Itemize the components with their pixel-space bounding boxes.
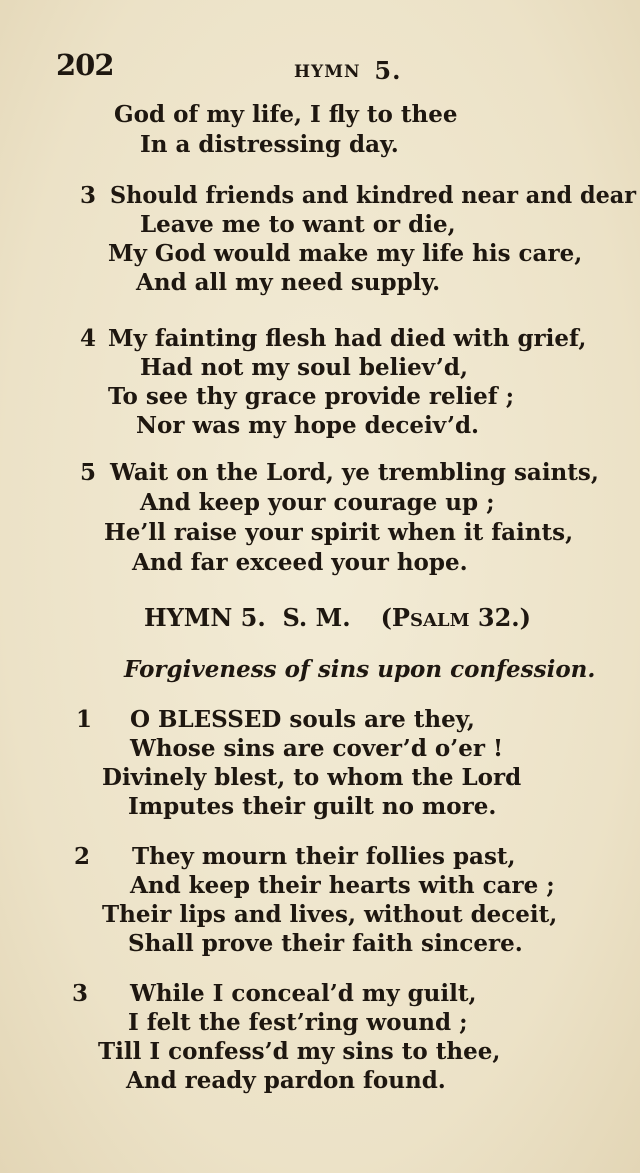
verse-line: Whose sins are cover’d o’er ! bbox=[130, 735, 504, 762]
verse-line: And keep your courage up ; bbox=[140, 489, 495, 516]
verse-line: Wait on the Lord, ye trembling saints, bbox=[110, 459, 599, 486]
running-head bbox=[294, 54, 401, 83]
stanza-number: 4 bbox=[80, 325, 97, 352]
verse-line: While I conceal’d my guilt, bbox=[130, 980, 477, 1007]
running-head-number: 5. bbox=[374, 56, 402, 85]
verse-line: O BLESSED souls are they, bbox=[130, 706, 475, 733]
verse-line: And ready pardon found. bbox=[126, 1067, 446, 1094]
verse-line: And keep their hearts with care ; bbox=[130, 872, 555, 899]
verse-line: Imputes their guilt no more. bbox=[128, 793, 497, 820]
verse-line: And all my need supply. bbox=[136, 269, 441, 296]
running-head-word: HYMN bbox=[294, 62, 361, 82]
verse-line: Divinely blest, to whom the Lord bbox=[102, 764, 522, 791]
verse-line: Should friends and kindred near and dear bbox=[110, 182, 637, 209]
stanza-number: 3 bbox=[72, 980, 89, 1007]
verse-line: Nor was my hope deceiv’d. bbox=[136, 412, 480, 439]
hymn-number: HYMN 5. bbox=[144, 603, 266, 632]
verse-line: My God would make my life his care, bbox=[108, 240, 583, 267]
verse-line: In a distressing day. bbox=[140, 131, 399, 158]
hymn-meter: S. M. bbox=[282, 603, 351, 632]
page-number: 202 bbox=[56, 48, 114, 82]
verse-line: Had not my soul believ’d, bbox=[140, 354, 469, 381]
verse-line: To see thy grace provide relief ; bbox=[108, 383, 515, 410]
hymn-subtitle: Forgiveness of sins upon confession. bbox=[124, 656, 596, 683]
page-header bbox=[0, 44, 640, 84]
verse-line: Till I confess’d my sins to thee, bbox=[98, 1038, 501, 1065]
stanza-number: 5 bbox=[80, 459, 97, 486]
verse-line: My fainting flesh had died with grief, bbox=[108, 325, 587, 352]
verse-line: And far exceed your hope. bbox=[132, 549, 468, 576]
verse-line: God of my life, I fly to thee bbox=[114, 101, 458, 128]
stanza-number: 3 bbox=[80, 182, 97, 209]
psalm-reference: (PSALM 32.) bbox=[380, 603, 531, 632]
verse-line: Leave me to want or die, bbox=[140, 211, 456, 238]
verse-line: He’ll raise your spirit when it faints, bbox=[104, 519, 574, 546]
verse-line: Shall prove their faith sincere. bbox=[128, 930, 523, 957]
stanza-number: 1 bbox=[76, 706, 93, 733]
stanza-number: 2 bbox=[74, 843, 91, 870]
verse-line: They mourn their follies past, bbox=[132, 843, 516, 870]
verse-line: I felt the fest’ring wound ; bbox=[128, 1009, 468, 1036]
verse-line: Their lips and lives, without deceit, bbox=[102, 901, 558, 928]
hymn-title bbox=[144, 603, 531, 636]
